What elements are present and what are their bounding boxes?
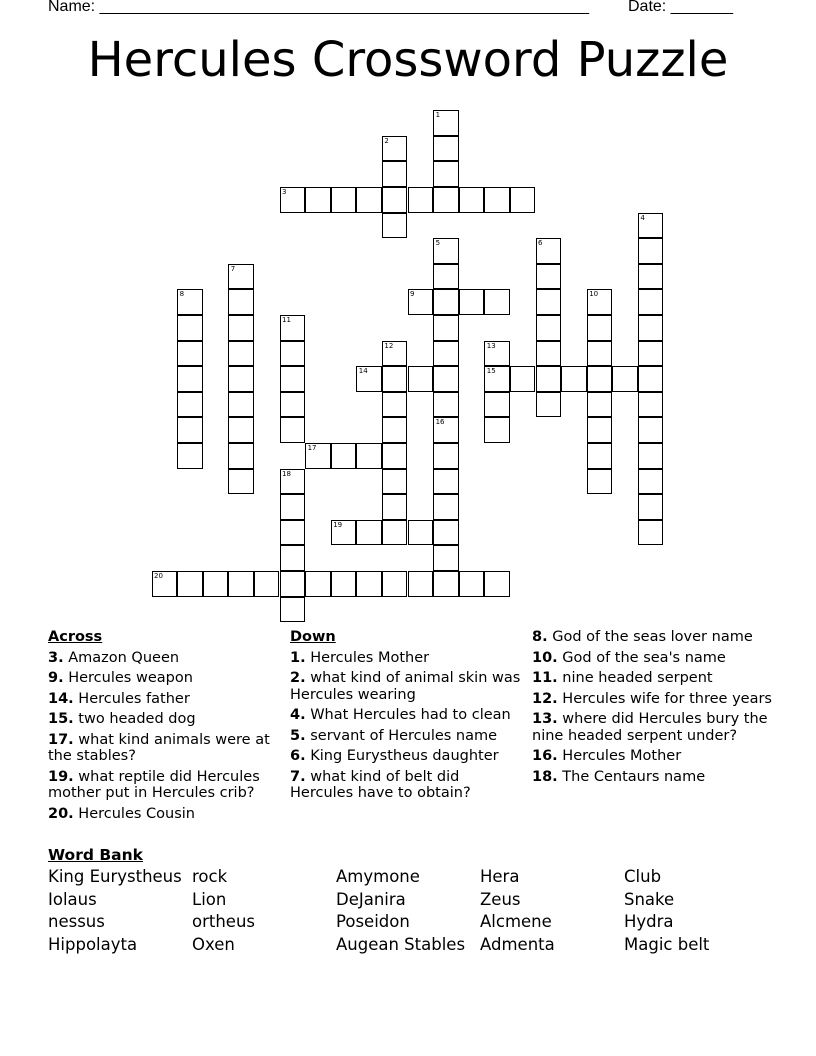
- grid-cell[interactable]: [382, 187, 408, 213]
- clue-number: 20: [154, 572, 163, 580]
- grid-cell[interactable]: [408, 571, 434, 597]
- clue-item: [48, 806, 278, 823]
- grid-cell[interactable]: [177, 392, 203, 418]
- clue-item: [48, 650, 278, 667]
- clue-text: Hercules Cousin: [78, 805, 195, 822]
- grid-cell[interactable]: [433, 469, 459, 495]
- grid-cell[interactable]: [484, 341, 510, 367]
- word-bank-item: Snake: [624, 890, 675, 909]
- grid-cell[interactable]: [280, 571, 306, 597]
- clue-item: [48, 711, 278, 728]
- grid-cell[interactable]: [536, 341, 562, 367]
- clue-item: [290, 748, 522, 765]
- clue-number: 10.: [532, 649, 558, 666]
- grid-cell[interactable]: [177, 443, 203, 469]
- clue-number: 19.: [48, 768, 74, 785]
- grid-cell[interactable]: [484, 417, 510, 443]
- clue-number: 1.: [290, 649, 306, 666]
- grid-cell[interactable]: [433, 161, 459, 187]
- down-clues: [290, 629, 522, 806]
- grid-cell[interactable]: [433, 417, 459, 443]
- grid-cell[interactable]: [228, 443, 254, 469]
- page-title: Hercules Crossword Puzzle: [87, 32, 729, 88]
- grid-cell[interactable]: [459, 289, 485, 315]
- grid-cell[interactable]: [536, 238, 562, 264]
- clue-item: [532, 769, 772, 786]
- grid-cell[interactable]: [510, 187, 536, 213]
- grid-cell[interactable]: [280, 545, 306, 571]
- across-heading: Across: [48, 629, 103, 645]
- grid-cell[interactable]: [638, 289, 664, 315]
- clue-number: 13: [486, 341, 496, 350]
- grid-cell[interactable]: [459, 571, 485, 597]
- clue-number: 10: [589, 290, 599, 299]
- grid-cell[interactable]: [356, 187, 382, 213]
- grid-cell[interactable]: [331, 571, 357, 597]
- clue-number: 2.: [290, 670, 306, 686]
- grid-cell[interactable]: [177, 366, 203, 392]
- grid-cell[interactable]: [228, 366, 254, 392]
- grid-cell[interactable]: [587, 417, 613, 443]
- grid-cell[interactable]: [536, 366, 562, 392]
- word-bank-item: DeJanira: [336, 890, 406, 909]
- grid-cell[interactable]: [280, 597, 306, 623]
- clue-number: 2: [384, 136, 389, 145]
- date-field-label: Date: _______: [628, 0, 733, 15]
- across-clues: [48, 629, 278, 826]
- grid-cell[interactable]: [408, 289, 434, 315]
- grid-cell[interactable]: [177, 417, 203, 443]
- word-bank-item: ortheus: [192, 912, 256, 931]
- grid-cell[interactable]: [433, 238, 459, 264]
- word-bank-item: Magic belt: [624, 935, 710, 954]
- grid-cell[interactable]: [228, 289, 254, 315]
- word-bank-item: Hera: [480, 867, 520, 886]
- grid-cell[interactable]: [408, 187, 434, 213]
- grid-cell[interactable]: [638, 392, 664, 418]
- clue-number: 15.: [48, 711, 74, 727]
- word-bank-item: Hydra: [624, 912, 674, 931]
- grid-cell[interactable]: [433, 110, 459, 136]
- grid-cell[interactable]: [638, 213, 664, 239]
- grid-cell[interactable]: [433, 392, 459, 418]
- clue-number: 4.: [290, 707, 306, 723]
- word-bank-item: Lion: [192, 890, 227, 909]
- word-bank-item: Poseidon: [336, 912, 410, 931]
- word-bank-item: King Eurystheus: [48, 867, 182, 886]
- grid-cell[interactable]: [382, 392, 408, 418]
- clue-number: 7.: [290, 768, 306, 785]
- clue-number: 8: [179, 290, 185, 299]
- grid-cell[interactable]: [228, 417, 254, 443]
- word-bank-item: Amymone: [336, 867, 420, 886]
- grid-cell[interactable]: [280, 417, 306, 443]
- clue-text: what kind animals were at the stables?: [48, 731, 270, 764]
- grid-cell[interactable]: [280, 469, 306, 495]
- grid-cell[interactable]: [228, 341, 254, 367]
- grid-cell[interactable]: [536, 392, 562, 418]
- clue-item: [290, 728, 522, 745]
- clue-number: 3: [282, 188, 287, 196]
- word-bank-heading: Word Bank: [48, 846, 143, 864]
- clue-item: [532, 670, 772, 687]
- clue-item: [48, 769, 278, 802]
- grid-cell[interactable]: [638, 238, 664, 264]
- grid-cell[interactable]: [433, 187, 459, 213]
- grid-cell[interactable]: [433, 494, 459, 520]
- clue-number: 18: [282, 469, 291, 478]
- grid-cell[interactable]: [356, 520, 382, 546]
- down-clues-continued: [532, 629, 772, 789]
- grid-cell[interactable]: [382, 443, 408, 469]
- grid-cell[interactable]: [305, 187, 331, 213]
- grid-cell[interactable]: [152, 571, 178, 597]
- clue-number: 9.: [48, 670, 64, 686]
- clue-text: what reptile did Hercules mother put in Hercules crib?: [48, 768, 260, 801]
- grid-cell[interactable]: [254, 571, 280, 597]
- grid-cell[interactable]: [433, 264, 459, 290]
- clue-text: God of the seas lover name: [552, 629, 753, 645]
- clue-number: 14: [358, 367, 368, 376]
- clue-text: Amazon Queen: [68, 649, 180, 666]
- grid-cell[interactable]: [638, 315, 664, 341]
- clue-number: 16: [435, 418, 445, 427]
- grid-cell[interactable]: [382, 341, 408, 367]
- clue-item: [48, 691, 278, 708]
- clue-number: 11: [282, 316, 291, 324]
- clue-item: [48, 732, 278, 765]
- grid-cell[interactable]: [433, 136, 459, 162]
- clue-item: [290, 650, 522, 667]
- grid-cell[interactable]: [612, 366, 638, 392]
- grid-cell[interactable]: [638, 469, 664, 495]
- clue-number: 11.: [532, 670, 558, 686]
- grid-cell[interactable]: [484, 366, 510, 392]
- clue-number: 20.: [48, 805, 74, 822]
- grid-cell[interactable]: [356, 443, 382, 469]
- clue-number: 5.: [290, 727, 306, 744]
- clue-item: [532, 748, 772, 765]
- clue-item: [48, 670, 278, 687]
- clue-number: 17: [307, 444, 317, 452]
- word-bank-item: Hippolayta: [48, 935, 138, 954]
- clue-text: two headed dog: [78, 711, 196, 727]
- name-field-label: Name: _______________________________________________________: [48, 0, 589, 15]
- grid-cell[interactable]: [433, 571, 459, 597]
- clue-number: 16.: [532, 748, 558, 764]
- grid-cell[interactable]: [638, 341, 664, 367]
- grid-cell[interactable]: [331, 443, 357, 469]
- clue-item: [532, 629, 772, 646]
- clue-text: what kind of animal skin was Hercules wearing: [290, 670, 521, 703]
- clue-item: [532, 691, 772, 708]
- grid-cell[interactable]: [382, 571, 408, 597]
- grid-cell[interactable]: [382, 494, 408, 520]
- clue-number: 19: [333, 520, 343, 529]
- down-heading: Down: [290, 629, 336, 645]
- grid-cell[interactable]: [638, 443, 664, 469]
- word-bank-item: Oxen: [192, 935, 235, 954]
- grid-cell[interactable]: [280, 520, 306, 546]
- grid-cell[interactable]: [305, 571, 331, 597]
- grid-cell[interactable]: [536, 315, 562, 341]
- grid-cell[interactable]: [331, 187, 357, 213]
- grid-cell[interactable]: [433, 366, 459, 392]
- grid-cell[interactable]: [459, 187, 485, 213]
- clue-number: 12.: [532, 690, 558, 707]
- grid-cell[interactable]: [433, 341, 459, 367]
- grid-cell[interactable]: [382, 161, 408, 187]
- grid-cell[interactable]: [228, 392, 254, 418]
- clue-number: 13.: [532, 711, 558, 727]
- clue-number: 9: [410, 290, 415, 299]
- grid-cell[interactable]: [638, 494, 664, 520]
- grid-cell[interactable]: [587, 341, 613, 367]
- grid-cell[interactable]: [382, 417, 408, 443]
- clue-number: 6.: [290, 748, 306, 764]
- grid-cell[interactable]: [177, 341, 203, 367]
- grid-cell[interactable]: [228, 469, 254, 495]
- clue-text: nine headed serpent: [562, 670, 713, 686]
- grid-cell[interactable]: [587, 289, 613, 315]
- grid-cell[interactable]: [356, 571, 382, 597]
- clue-text: Hercules father: [78, 690, 190, 707]
- grid-cell[interactable]: [177, 289, 203, 315]
- clue-number: 12: [384, 341, 394, 350]
- word-bank-item: Zeus: [480, 890, 521, 909]
- clue-number: 1: [435, 111, 441, 120]
- grid-cell[interactable]: [587, 315, 613, 341]
- grid-cell[interactable]: [433, 289, 459, 315]
- grid-cell[interactable]: [638, 366, 664, 392]
- grid-cell[interactable]: [433, 520, 459, 546]
- word-bank-item: Club: [624, 867, 662, 886]
- grid-cell[interactable]: [433, 443, 459, 469]
- grid-cell[interactable]: [484, 392, 510, 418]
- grid-cell[interactable]: [561, 366, 587, 392]
- grid-cell[interactable]: [280, 494, 306, 520]
- grid-cell[interactable]: [305, 443, 331, 469]
- grid-cell[interactable]: [638, 264, 664, 290]
- clue-number: 17.: [48, 731, 74, 748]
- grid-cell[interactable]: [280, 392, 306, 418]
- grid-cell[interactable]: [382, 520, 408, 546]
- grid-cell[interactable]: [382, 469, 408, 495]
- grid-cell[interactable]: [536, 264, 562, 290]
- clue-text: where did Hercules bury the nine headed serpent under?: [532, 711, 768, 744]
- grid-cell[interactable]: [408, 520, 434, 546]
- grid-cell[interactable]: [484, 289, 510, 315]
- grid-cell[interactable]: [228, 264, 254, 290]
- word-bank-item: Alcmene: [480, 912, 552, 931]
- clue-number: 5: [435, 239, 441, 248]
- clue-number: 3.: [48, 649, 64, 666]
- word-bank-item: Iolaus: [48, 890, 97, 909]
- word-bank-item: rock: [192, 867, 228, 886]
- clue-item: [290, 670, 522, 703]
- grid-cell[interactable]: [638, 520, 664, 546]
- grid-cell[interactable]: [356, 366, 382, 392]
- grid-cell[interactable]: [536, 289, 562, 315]
- grid-cell[interactable]: [433, 315, 459, 341]
- clue-number: 6: [538, 239, 543, 248]
- clue-number: 14.: [48, 690, 74, 707]
- clue-text: servant of Hercules name: [310, 727, 498, 744]
- word-bank-item: Admenta: [480, 935, 555, 954]
- grid-cell[interactable]: [280, 315, 306, 341]
- clue-text: The Centaurs name: [562, 768, 706, 785]
- clue-text: Hercules weapon: [68, 670, 193, 686]
- grid-cell[interactable]: [587, 392, 613, 418]
- grid-cell[interactable]: [382, 136, 408, 162]
- grid-cell[interactable]: [587, 469, 613, 495]
- grid-cell[interactable]: [638, 417, 664, 443]
- grid-cell[interactable]: [280, 341, 306, 367]
- grid-cell[interactable]: [587, 443, 613, 469]
- grid-cell[interactable]: [177, 315, 203, 341]
- grid-cell[interactable]: [587, 366, 613, 392]
- grid-cell[interactable]: [177, 571, 203, 597]
- clue-text: Hercules wife for three years: [562, 690, 772, 707]
- grid-cell[interactable]: [280, 366, 306, 392]
- grid-cell[interactable]: [484, 187, 510, 213]
- grid-cell[interactable]: [382, 213, 408, 239]
- clue-number: 7: [230, 264, 236, 273]
- clue-text: King Eurystheus daughter: [310, 748, 499, 764]
- clue-text: God of the sea's name: [562, 649, 726, 666]
- clue-text: What Hercules had to clean: [310, 707, 511, 723]
- grid-cell[interactable]: [510, 366, 536, 392]
- word-bank-item: Augean Stables: [336, 935, 466, 954]
- grid-cell[interactable]: [408, 366, 434, 392]
- clue-number: 8.: [532, 629, 548, 645]
- clue-item: [532, 650, 772, 667]
- grid-cell[interactable]: [433, 545, 459, 571]
- clue-item: [290, 769, 522, 802]
- word-bank-item: nessus: [48, 912, 105, 931]
- grid-cell[interactable]: [382, 366, 408, 392]
- clue-text: Hercules Mother: [310, 649, 430, 666]
- clue-number: 18.: [532, 768, 558, 785]
- grid-cell[interactable]: [228, 315, 254, 341]
- grid-cell[interactable]: [484, 571, 510, 597]
- grid-cell[interactable]: [280, 187, 306, 213]
- clue-item: [532, 711, 772, 744]
- clue-item: [290, 707, 522, 724]
- grid-cell[interactable]: [228, 571, 254, 597]
- clue-number: 4: [640, 213, 645, 222]
- clue-text: Hercules Mother: [562, 748, 682, 764]
- clue-number: 15: [486, 367, 496, 376]
- grid-cell[interactable]: [203, 571, 229, 597]
- grid-cell[interactable]: [331, 520, 357, 546]
- clue-text: what kind of belt did Hercules have to obtain?: [290, 768, 471, 801]
